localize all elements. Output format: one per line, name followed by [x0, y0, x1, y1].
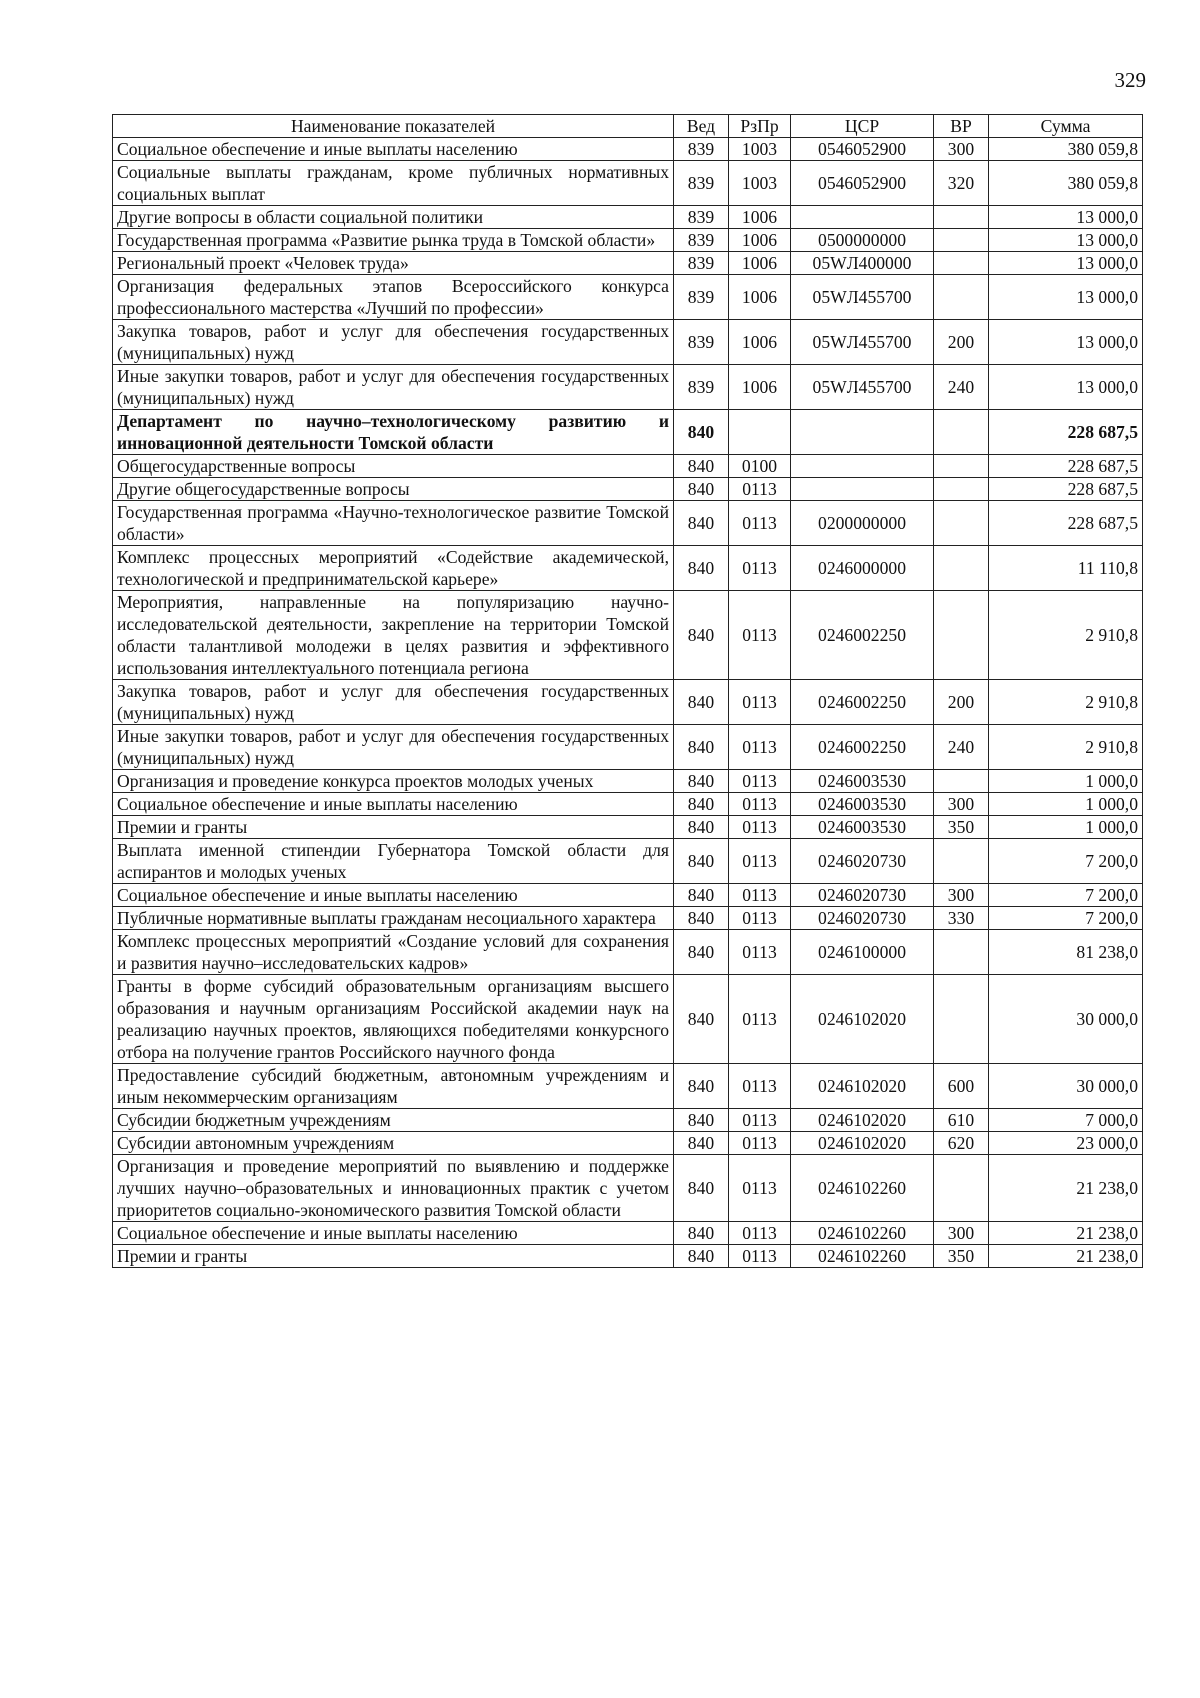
cell-sum: 30 000,0 — [989, 975, 1143, 1064]
cell-ved: 840 — [674, 975, 729, 1064]
cell-rzpr: 0113 — [729, 770, 791, 793]
cell-rzpr: 0113 — [729, 975, 791, 1064]
cell-name: Другие вопросы в области социальной политики — [113, 206, 674, 229]
cell-sum: 13 000,0 — [989, 229, 1143, 252]
cell-ved: 840 — [674, 930, 729, 975]
cell-sum: 380 059,8 — [989, 138, 1143, 161]
cell-csr: 05WЛ455700 — [791, 365, 934, 410]
table-row — [113, 884, 1143, 907]
cell-csr: 0246002250 — [791, 725, 934, 770]
cell-name: Мероприятия, направленные на популяризацию научно-исследовательской деятельности, закрепление на территории Томской области талантливой молодежи в целях развития и эффективного использования интеллектуального потенциала региона — [113, 591, 674, 680]
cell-rzpr: 0113 — [729, 1155, 791, 1222]
cell-sum: 1 000,0 — [989, 793, 1143, 816]
cell-ved: 840 — [674, 907, 729, 930]
cell-rzpr: 0113 — [729, 591, 791, 680]
cell-csr: 0246002250 — [791, 680, 934, 725]
cell-name: Государственная программа «Научно-технологическое развитие Томской области» — [113, 501, 674, 546]
cell-ved: 840 — [674, 725, 729, 770]
cell-csr: 0246000000 — [791, 546, 934, 591]
cell-ved: 840 — [674, 546, 729, 591]
cell-ved: 840 — [674, 410, 729, 455]
cell-sum: 2 910,8 — [989, 725, 1143, 770]
cell-rzpr: 1006 — [729, 229, 791, 252]
cell-sum: 13 000,0 — [989, 320, 1143, 365]
cell-vr — [934, 275, 989, 320]
cell-name: Публичные нормативные выплаты гражданам несоциального характера — [113, 907, 674, 930]
cell-rzpr: 0113 — [729, 1245, 791, 1268]
cell-name: Организация и проведение конкурса проектов молодых ученых — [113, 770, 674, 793]
cell-csr: 0546052900 — [791, 161, 934, 206]
cell-sum: 228 687,5 — [989, 455, 1143, 478]
cell-csr: 0200000000 — [791, 501, 934, 546]
cell-sum: 2 910,8 — [989, 680, 1143, 725]
cell-name: Гранты в форме субсидий образовательным организациям высшего образования и научным организациям Российской академии наук на реализацию научных проектов, являющихся победителями конкурсного отбора на получение грантов Российского научного фонда — [113, 975, 674, 1064]
cell-ved: 840 — [674, 816, 729, 839]
cell-csr: 0246102260 — [791, 1245, 934, 1268]
header-ved: Вед — [674, 115, 729, 138]
cell-rzpr: 0113 — [729, 816, 791, 839]
table-row — [113, 591, 1143, 680]
table-row — [113, 680, 1143, 725]
cell-csr: 05WЛ455700 — [791, 320, 934, 365]
cell-csr: 0246102020 — [791, 1109, 934, 1132]
cell-vr — [934, 455, 989, 478]
cell-rzpr: 1003 — [729, 138, 791, 161]
cell-ved: 840 — [674, 1064, 729, 1109]
cell-name: Социальное обеспечение и иные выплаты населению — [113, 138, 674, 161]
cell-csr — [791, 455, 934, 478]
cell-vr: 300 — [934, 138, 989, 161]
cell-csr: 0246003530 — [791, 816, 934, 839]
cell-ved: 840 — [674, 1132, 729, 1155]
cell-sum: 11 110,8 — [989, 546, 1143, 591]
table-row — [113, 816, 1143, 839]
cell-csr — [791, 478, 934, 501]
cell-vr — [934, 410, 989, 455]
cell-name: Социальное обеспечение и иные выплаты населению — [113, 793, 674, 816]
cell-csr: 0246002250 — [791, 591, 934, 680]
cell-rzpr: 1006 — [729, 320, 791, 365]
table-row — [113, 1155, 1143, 1222]
table-body — [113, 138, 1143, 1268]
cell-name: Государственная программа «Развитие рынка труда в Томской области» — [113, 229, 674, 252]
cell-sum: 1 000,0 — [989, 816, 1143, 839]
cell-ved: 840 — [674, 770, 729, 793]
header-name: Наименование показателей — [113, 115, 674, 138]
cell-name: Социальные выплаты гражданам, кроме публичных нормативных социальных выплат — [113, 161, 674, 206]
cell-ved: 839 — [674, 365, 729, 410]
cell-vr — [934, 591, 989, 680]
cell-rzpr: 1003 — [729, 161, 791, 206]
cell-name: Выплата именной стипендии Губернатора Томской области для аспирантов и молодых ученых — [113, 839, 674, 884]
cell-name: Департамент по научно–технологическому развитию и инновационной деятельности Томской области — [113, 410, 674, 455]
table-row — [113, 1109, 1143, 1132]
cell-rzpr: 0113 — [729, 501, 791, 546]
cell-csr: 0246102020 — [791, 1064, 934, 1109]
page-number: 329 — [1114, 68, 1146, 92]
cell-ved: 840 — [674, 680, 729, 725]
cell-vr: 620 — [934, 1132, 989, 1155]
table-row — [113, 930, 1143, 975]
cell-sum: 23 000,0 — [989, 1132, 1143, 1155]
table-row — [113, 1245, 1143, 1268]
cell-ved: 840 — [674, 884, 729, 907]
table-row — [113, 410, 1143, 455]
header-vr: ВР — [934, 115, 989, 138]
cell-csr: 0246102260 — [791, 1222, 934, 1245]
cell-ved: 840 — [674, 501, 729, 546]
table-row — [113, 1064, 1143, 1109]
cell-rzpr: 0113 — [729, 1222, 791, 1245]
cell-vr: 240 — [934, 365, 989, 410]
cell-csr: 05WЛ400000 — [791, 252, 934, 275]
cell-vr: 300 — [934, 884, 989, 907]
cell-name: Субсидии бюджетным учреждениям — [113, 1109, 674, 1132]
cell-ved: 839 — [674, 138, 729, 161]
cell-name: Другие общегосударственные вопросы — [113, 478, 674, 501]
cell-name: Закупка товаров, работ и услуг для обеспечения государственных (муниципальных) нужд — [113, 320, 674, 365]
cell-vr — [934, 770, 989, 793]
cell-name: Общегосударственные вопросы — [113, 455, 674, 478]
cell-rzpr: 1006 — [729, 275, 791, 320]
cell-name: Социальное обеспечение и иные выплаты населению — [113, 1222, 674, 1245]
cell-csr — [791, 410, 934, 455]
cell-sum: 7 200,0 — [989, 884, 1143, 907]
cell-sum: 1 000,0 — [989, 770, 1143, 793]
cell-sum: 380 059,8 — [989, 161, 1143, 206]
cell-rzpr: 0113 — [729, 884, 791, 907]
cell-ved: 840 — [674, 1109, 729, 1132]
cell-ved: 840 — [674, 1155, 729, 1222]
cell-name: Иные закупки товаров, работ и услуг для обеспечения государственных (муниципальных) нужд — [113, 725, 674, 770]
cell-sum: 21 238,0 — [989, 1155, 1143, 1222]
cell-ved: 840 — [674, 591, 729, 680]
cell-rzpr: 0113 — [729, 725, 791, 770]
cell-vr: 330 — [934, 907, 989, 930]
cell-sum: 30 000,0 — [989, 1064, 1143, 1109]
cell-rzpr — [729, 410, 791, 455]
header-sum: Сумма — [989, 115, 1143, 138]
cell-rzpr: 1006 — [729, 252, 791, 275]
cell-rzpr: 0113 — [729, 1132, 791, 1155]
cell-vr — [934, 206, 989, 229]
table-row — [113, 365, 1143, 410]
cell-csr: 0246102260 — [791, 1155, 934, 1222]
cell-rzpr: 1006 — [729, 206, 791, 229]
cell-ved: 839 — [674, 229, 729, 252]
cell-csr: 0500000000 — [791, 229, 934, 252]
cell-ved: 839 — [674, 320, 729, 365]
cell-vr: 200 — [934, 680, 989, 725]
cell-rzpr: 0113 — [729, 839, 791, 884]
table-row — [113, 161, 1143, 206]
cell-sum: 13 000,0 — [989, 365, 1143, 410]
cell-vr — [934, 975, 989, 1064]
cell-name: Закупка товаров, работ и услуг для обеспечения государственных (муниципальных) нужд — [113, 680, 674, 725]
cell-ved: 840 — [674, 455, 729, 478]
table-row — [113, 478, 1143, 501]
cell-sum: 13 000,0 — [989, 206, 1143, 229]
cell-ved: 839 — [674, 275, 729, 320]
cell-ved: 840 — [674, 1222, 729, 1245]
table-row — [113, 546, 1143, 591]
cell-name: Премии и гранты — [113, 816, 674, 839]
cell-sum: 13 000,0 — [989, 252, 1143, 275]
cell-rzpr: 0113 — [729, 907, 791, 930]
cell-sum: 7 200,0 — [989, 907, 1143, 930]
table-row — [113, 252, 1143, 275]
cell-csr: 0246102020 — [791, 1132, 934, 1155]
cell-rzpr: 0113 — [729, 1109, 791, 1132]
table-row — [113, 275, 1143, 320]
cell-vr: 200 — [934, 320, 989, 365]
cell-name: Иные закупки товаров, работ и услуг для обеспечения государственных (муниципальных) нужд — [113, 365, 674, 410]
cell-name: Социальное обеспечение и иные выплаты населению — [113, 884, 674, 907]
cell-ved: 840 — [674, 793, 729, 816]
table-header-row — [113, 115, 1143, 138]
cell-sum: 7 000,0 — [989, 1109, 1143, 1132]
cell-vr — [934, 252, 989, 275]
cell-csr: 0246020730 — [791, 907, 934, 930]
cell-vr: 240 — [934, 725, 989, 770]
cell-sum: 21 238,0 — [989, 1245, 1143, 1268]
cell-sum: 21 238,0 — [989, 1222, 1143, 1245]
cell-vr: 350 — [934, 816, 989, 839]
table-row — [113, 1132, 1143, 1155]
table-row — [113, 975, 1143, 1064]
table-row — [113, 839, 1143, 884]
cell-sum: 13 000,0 — [989, 275, 1143, 320]
cell-vr — [934, 930, 989, 975]
cell-csr: 05WЛ455700 — [791, 275, 934, 320]
cell-ved: 839 — [674, 206, 729, 229]
cell-rzpr: 0100 — [729, 455, 791, 478]
cell-rzpr: 0113 — [729, 546, 791, 591]
cell-sum: 228 687,5 — [989, 410, 1143, 455]
cell-rzpr: 0113 — [729, 793, 791, 816]
cell-csr: 0246102020 — [791, 975, 934, 1064]
cell-rzpr: 0113 — [729, 478, 791, 501]
cell-name: Премии и гранты — [113, 1245, 674, 1268]
cell-vr: 300 — [934, 793, 989, 816]
cell-vr: 350 — [934, 1245, 989, 1268]
cell-rzpr: 1006 — [729, 365, 791, 410]
cell-rzpr: 0113 — [729, 680, 791, 725]
cell-name: Организация федеральных этапов Всероссийского конкурса профессионального мастерства «Лучший по профессии» — [113, 275, 674, 320]
budget-table — [112, 114, 1143, 1268]
table-row — [113, 229, 1143, 252]
table-row — [113, 725, 1143, 770]
cell-name: Региональный проект «Человек труда» — [113, 252, 674, 275]
cell-sum: 228 687,5 — [989, 501, 1143, 546]
table-row — [113, 770, 1143, 793]
cell-vr: 300 — [934, 1222, 989, 1245]
cell-sum: 228 687,5 — [989, 478, 1143, 501]
table-row — [113, 793, 1143, 816]
cell-vr — [934, 546, 989, 591]
cell-csr: 0246003530 — [791, 770, 934, 793]
cell-sum: 81 238,0 — [989, 930, 1143, 975]
table-row — [113, 138, 1143, 161]
cell-csr: 0246100000 — [791, 930, 934, 975]
cell-sum: 2 910,8 — [989, 591, 1143, 680]
cell-rzpr: 0113 — [729, 930, 791, 975]
table-row — [113, 455, 1143, 478]
cell-name: Комплекс процессных мероприятий «Содействие академической, технологической и предпринимательской карьере» — [113, 546, 674, 591]
table-row — [113, 1222, 1143, 1245]
table-row — [113, 320, 1143, 365]
cell-ved: 840 — [674, 478, 729, 501]
cell-rzpr: 0113 — [729, 1064, 791, 1109]
cell-csr: 0246020730 — [791, 884, 934, 907]
header-rzpr: РзПр — [729, 115, 791, 138]
cell-name: Субсидии автономным учреждениям — [113, 1132, 674, 1155]
cell-vr — [934, 501, 989, 546]
cell-csr: 0546052900 — [791, 138, 934, 161]
cell-vr: 600 — [934, 1064, 989, 1109]
table-row — [113, 206, 1143, 229]
cell-vr — [934, 1155, 989, 1222]
cell-csr: 0246020730 — [791, 839, 934, 884]
cell-name: Предоставление субсидий бюджетным, автономным учреждениям и иным некоммерческим организациям — [113, 1064, 674, 1109]
cell-ved: 840 — [674, 1245, 729, 1268]
cell-vr — [934, 478, 989, 501]
cell-vr — [934, 229, 989, 252]
cell-vr — [934, 839, 989, 884]
cell-vr: 610 — [934, 1109, 989, 1132]
table-row — [113, 907, 1143, 930]
cell-name: Комплекс процессных мероприятий «Создание условий для сохранения и развития научно–исследовательских кадров» — [113, 930, 674, 975]
cell-ved: 839 — [674, 252, 729, 275]
cell-ved: 839 — [674, 161, 729, 206]
cell-vr: 320 — [934, 161, 989, 206]
cell-csr — [791, 206, 934, 229]
header-csr: ЦСР — [791, 115, 934, 138]
cell-ved: 840 — [674, 839, 729, 884]
table-row — [113, 501, 1143, 546]
cell-name: Организация и проведение мероприятий по выявлению и поддержке лучших научно–образовательных и инновационных практик с учетом приоритетов социально-экономического развития Томской области — [113, 1155, 674, 1222]
cell-csr: 0246003530 — [791, 793, 934, 816]
cell-sum: 7 200,0 — [989, 839, 1143, 884]
